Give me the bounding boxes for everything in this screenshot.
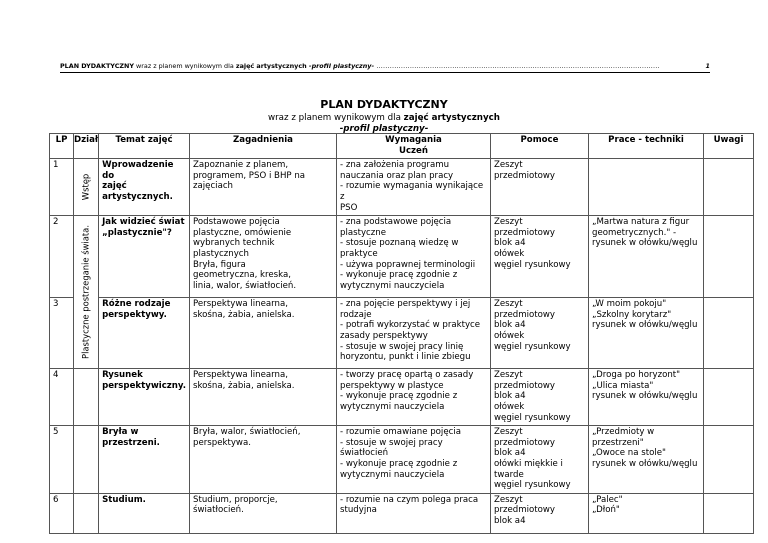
row-zagadnienia-line: Podstawowe pojęcia [193, 217, 280, 228]
row-zagadnienia-line: wybranych technik [193, 238, 275, 249]
row-lp: 5 [50, 426, 74, 494]
header-prefix: PLAN DYDAKTYCZNY [60, 62, 135, 70]
row-pomoce-line: Zeszyt przedmiotowy [494, 494, 555, 516]
col-dzial: Dział [74, 134, 99, 159]
table-row [50, 493, 754, 533]
row-lp: 4 [50, 369, 74, 426]
row-temat [99, 369, 190, 426]
row-prace-line: przestrzeni" [592, 437, 644, 448]
row-zagadnienia-line: światłocień. [193, 505, 244, 516]
row-prace-line: rysunek w ołówku/węglu [592, 238, 698, 249]
row-zagadnienia-line: Bryła, figura [193, 259, 246, 270]
table-row [50, 216, 754, 298]
row-temat-line: perspektywiczny. [102, 380, 186, 391]
row-prace-line: „Przedmioty w [592, 427, 655, 438]
row-wymagania [337, 216, 491, 298]
row-prace [589, 159, 704, 216]
row-uwagi [704, 216, 754, 298]
row-zagadnienia [190, 216, 337, 298]
row-wymagania-line: praktyce [340, 248, 378, 259]
section-empty [74, 426, 99, 494]
row-wymagania-line: nauczania oraz plan pracy [340, 170, 454, 181]
row-pomoce [491, 369, 589, 426]
row-pomoce-line: blok a4 [494, 238, 526, 249]
row-wymagania-line: plastyczne [340, 227, 387, 238]
row-wymagania-line: - zna założenia programu [340, 160, 450, 171]
row-prace-line: rysunek w ołówku/węglu [592, 320, 698, 331]
section-empty [74, 369, 99, 426]
row-pomoce-line: ołówek [494, 248, 525, 259]
row-uwagi [704, 493, 754, 533]
row-pomoce [491, 159, 589, 216]
row-wymagania-line: horyzontu, punkt i linie zbiegu [340, 352, 471, 363]
row-uwagi [704, 426, 754, 494]
row-zagadnienia-line: zajęciach [193, 181, 234, 192]
row-prace-line: rysunek w ołówku/węglu [592, 458, 698, 469]
row-wymagania-line: - rozumie na czym polega praca [340, 494, 479, 505]
col-temat: Temat zajęć [99, 134, 190, 159]
row-wymagania-line: wytycznymi nauczyciela [340, 280, 445, 291]
running-header [60, 62, 710, 70]
row-temat [99, 298, 190, 369]
row-temat-line: Wprowadzenie do [102, 160, 174, 181]
row-zagadnienia-line: Perspektywa linearna, [193, 370, 288, 381]
row-pomoce-line: węgiel rysunkowy [494, 412, 571, 423]
row-pomoce-line: węgiel rysunkowy [494, 480, 571, 491]
row-wymagania-line: - potrafi wykorzystać w praktyce [340, 320, 481, 331]
col-wymagania-1: Wymagania [385, 135, 442, 145]
col-wymagania [337, 134, 491, 159]
row-wymagania-line: - stosuje w swojej pracy [340, 437, 443, 448]
row-zagadnienia-line: skośna, żabia, anielska. [193, 380, 295, 391]
row-zagadnienia-line: Perspektywa linearna, [193, 299, 288, 310]
row-pomoce-line: Zeszyt przedmiotowy [494, 370, 555, 391]
row-prace-line: „Martwa natura z figur [592, 217, 690, 228]
row-wymagania-line: - wykonuje pracę zgodnie z [340, 391, 458, 402]
row-prace-line: „Owoce na stole" [592, 448, 666, 459]
row-prace-line: „Palec" [592, 494, 623, 505]
row-pomoce-line: ołówek [494, 401, 525, 412]
row-prace [589, 298, 704, 369]
row-zagadnienia-line: geometryczna, kreska, [193, 270, 291, 281]
row-temat [99, 493, 190, 533]
row-prace-line: geometrycznych." - [592, 227, 677, 238]
row-pomoce-line: blok a4 [494, 391, 526, 402]
row-pomoce-line: blok a4 [494, 320, 526, 331]
row-wymagania-line: zasady perspektywy [340, 330, 428, 341]
row-prace [589, 493, 704, 533]
page-subtitle [0, 113, 768, 124]
row-temat [99, 216, 190, 298]
row-wymagania-line: wytycznymi nauczyciela [340, 469, 445, 480]
row-temat-line: zajęć artystycznych. [102, 181, 173, 202]
row-temat-line: Różne rodzaje [102, 299, 171, 310]
table-row [50, 159, 754, 216]
row-wymagania-line: - tworzy pracę opartą o zasady [340, 370, 474, 381]
row-lp: 1 [50, 159, 74, 216]
row-wymagania-line: - zna podstawowe pojęcia [340, 217, 452, 228]
row-pomoce-line: twarde [494, 469, 524, 480]
header-middle: wraz z planem wynikowym dla [134, 62, 236, 70]
row-zagadnienia-line: linia, walor, światłocień. [193, 280, 297, 291]
table-row [50, 298, 754, 369]
row-wymagania [337, 426, 491, 494]
row-wymagania-line: wytycznymi nauczyciela [340, 401, 445, 412]
row-wymagania-line: - stosuje poznaną wiedzę w [340, 238, 459, 249]
row-prace-line: „Ulica miasta" [592, 380, 654, 391]
plan-table [49, 133, 754, 534]
header-suffix: -profil plastyczny- [306, 62, 377, 70]
row-wymagania-line: studyjna [340, 505, 377, 516]
row-zagadnienia [190, 493, 337, 533]
section-plastyczne-label: Plastyczne postrzeganie świata. [80, 225, 91, 360]
row-wymagania-line: światłocień [340, 448, 389, 459]
col-zagadnienia: Zagadnienia [190, 134, 337, 159]
row-pomoce-line: Zeszyt przedmiotowy [494, 160, 555, 181]
row-prace [589, 369, 704, 426]
subtitle-bold: zajęć artystycznych [403, 113, 500, 123]
row-temat-line: Rysunek [102, 370, 143, 381]
row-wymagania [337, 493, 491, 533]
row-temat-line: Jak widzieć świat [102, 217, 185, 228]
row-wymagania [337, 298, 491, 369]
row-temat [99, 426, 190, 494]
row-prace [589, 426, 704, 494]
row-wymagania-line: PSO [340, 202, 358, 213]
row-pomoce [491, 426, 589, 494]
row-prace-line: „W moim pokoju" [592, 299, 667, 310]
row-wymagania [337, 159, 491, 216]
row-pomoce-line: blok a4 [494, 448, 526, 459]
row-temat-line: Bryła w przestrzeni. [102, 427, 160, 448]
col-prace: Prace - techniki [589, 134, 704, 159]
row-pomoce [491, 216, 589, 298]
row-wymagania-line: - stosuje w swojej pracy linię [340, 341, 464, 352]
header-subject: zajęć artystycznych [235, 62, 307, 70]
row-prace [589, 216, 704, 298]
row-pomoce-line: Zeszyt przedmiotowy [494, 217, 555, 238]
row-temat-line: perspektywy. [102, 309, 167, 320]
row-pomoce [491, 493, 589, 533]
row-zagadnienia [190, 369, 337, 426]
row-wymagania-line: - wykonuje pracę zgodnie z [340, 458, 458, 469]
row-wymagania-line: - zna pojęcie perspektywy i jej [340, 299, 471, 310]
row-zagadnienia [190, 298, 337, 369]
row-wymagania-line: perspektywy w plastyce [340, 380, 444, 391]
row-pomoce-line: blok a4 [494, 515, 526, 526]
row-uwagi [704, 298, 754, 369]
row-wymagania-line: - wykonuje pracę zgodnie z [340, 270, 458, 281]
col-lp: LP [50, 134, 74, 159]
row-pomoce [491, 298, 589, 369]
row-lp: 6 [50, 493, 74, 533]
section-plastyczne [74, 216, 99, 369]
row-zagadnienia-line: skośna, żabia, anielska. [193, 309, 295, 320]
row-zagadnienia-line: perspektywa. [193, 437, 251, 448]
row-zagadnienia [190, 426, 337, 494]
row-prace-line: „Droga po horyzont" [592, 370, 681, 381]
row-zagadnienia-line: Bryła, walor, światłocień, [193, 427, 301, 438]
row-prace-line: rysunek w ołówku/węglu [592, 391, 698, 402]
row-wymagania-line: - rozumie omawiane pojęcia [340, 427, 461, 438]
row-wymagania-line: - rozumie wymagania wynikające z [340, 181, 484, 202]
row-pomoce-line: ołówki miękkie i [494, 458, 563, 469]
row-uwagi [704, 369, 754, 426]
row-wymagania [337, 369, 491, 426]
row-temat [99, 159, 190, 216]
table-row [50, 426, 754, 494]
row-zagadnienia-line: Zapoznanie z planem, [193, 160, 289, 171]
col-uwagi: Uwagi [704, 134, 754, 159]
row-temat-line: „plastycznie"? [102, 227, 172, 238]
section-wstep-label: Wstęp [80, 173, 91, 201]
row-temat-line: Studium. [102, 494, 146, 505]
row-pomoce-line: węgiel rysunkowy [494, 341, 571, 352]
table-row [50, 369, 754, 426]
row-pomoce-line: Zeszyt przedmiotowy [494, 299, 555, 320]
row-uwagi [704, 159, 754, 216]
page-title: PLAN DYDAKTYCZNY [320, 98, 448, 111]
col-wymagania-2: Uczeń [398, 145, 429, 156]
row-lp: 2 [50, 216, 74, 298]
subtitle-prefix: wraz z planem wynikowym dla [268, 113, 404, 123]
row-pomoce-line: ołówek [494, 330, 525, 341]
row-prace-line: „Szkolny korytarz" [592, 309, 672, 320]
col-pomoce: Pomoce [491, 134, 589, 159]
row-pomoce-line: Zeszyt przedmiotowy [494, 427, 555, 448]
header-dots: ............................................................................................................................... [376, 62, 660, 70]
row-wymagania-line: rodzaje [340, 309, 372, 320]
row-zagadnienia-line: programem, PSO i BHP na [193, 170, 306, 181]
row-wymagania-line: - używa poprawnej terminologii [340, 259, 476, 270]
row-lp: 3 [50, 298, 74, 369]
section-wstep [74, 159, 99, 216]
page-subtitle-profile: -profil plastyczny- [339, 124, 429, 134]
page-number: 1 [705, 62, 710, 70]
row-pomoce-line: węgiel rysunkowy [494, 259, 571, 270]
row-zagadnienia-line: Studium, proporcje, [193, 494, 278, 505]
header-rule [60, 72, 710, 73]
row-zagadnienia [190, 159, 337, 216]
section-empty [74, 493, 99, 533]
row-zagadnienia-line: plastyczne, omówienie [193, 227, 292, 238]
table-header-row [50, 134, 754, 159]
row-prace-line: „Dłoń" [592, 505, 620, 516]
row-zagadnienia-line: plastycznych [193, 248, 249, 259]
